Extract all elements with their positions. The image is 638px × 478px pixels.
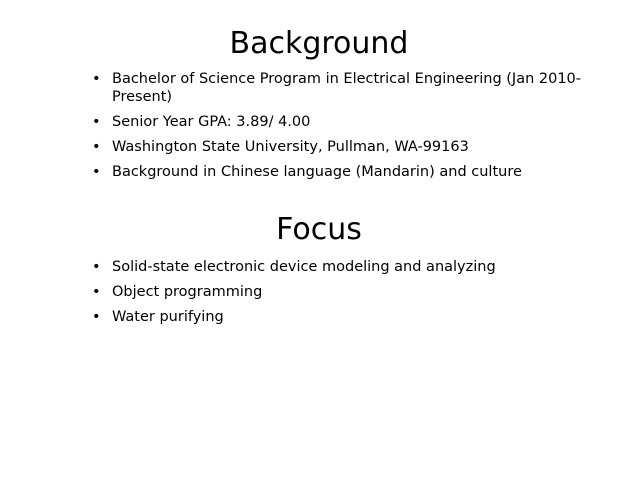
bullet-icon: • (92, 284, 101, 300)
focus-item-programming: Object programming (112, 284, 263, 300)
list-item (92, 138, 592, 156)
bullet-icon: • (92, 139, 101, 155)
background-item-gpa: Senior Year GPA: 3.89/ 4.00 (112, 114, 311, 130)
background-item-university: Washington State University, Pullman, WA-99163 (112, 139, 469, 155)
list-item (92, 70, 592, 106)
background-item-language: Background in Chinese language (Mandarin) and culture (112, 164, 522, 180)
focus-heading: Focus (276, 212, 362, 247)
focus-item-water: Water purifying (112, 309, 224, 325)
background-list (92, 70, 592, 188)
background-item-degree: Bachelor of Science Program in Electrical Engineering (Jan 2010-Present) (112, 71, 582, 105)
bullet-icon: • (92, 164, 101, 180)
background-heading: Background (229, 26, 409, 61)
focus-item-solid-state: Solid-state electronic device modeling and analyzing (112, 259, 496, 275)
bullet-icon: • (92, 309, 101, 325)
focus-list (92, 258, 592, 333)
list-item (92, 283, 592, 301)
bullet-icon: • (92, 114, 101, 130)
bullet-icon: • (92, 71, 101, 87)
bullet-icon: • (92, 259, 101, 275)
list-item (92, 308, 592, 326)
list-item (92, 258, 592, 276)
list-item (92, 163, 592, 181)
list-item (92, 113, 592, 131)
